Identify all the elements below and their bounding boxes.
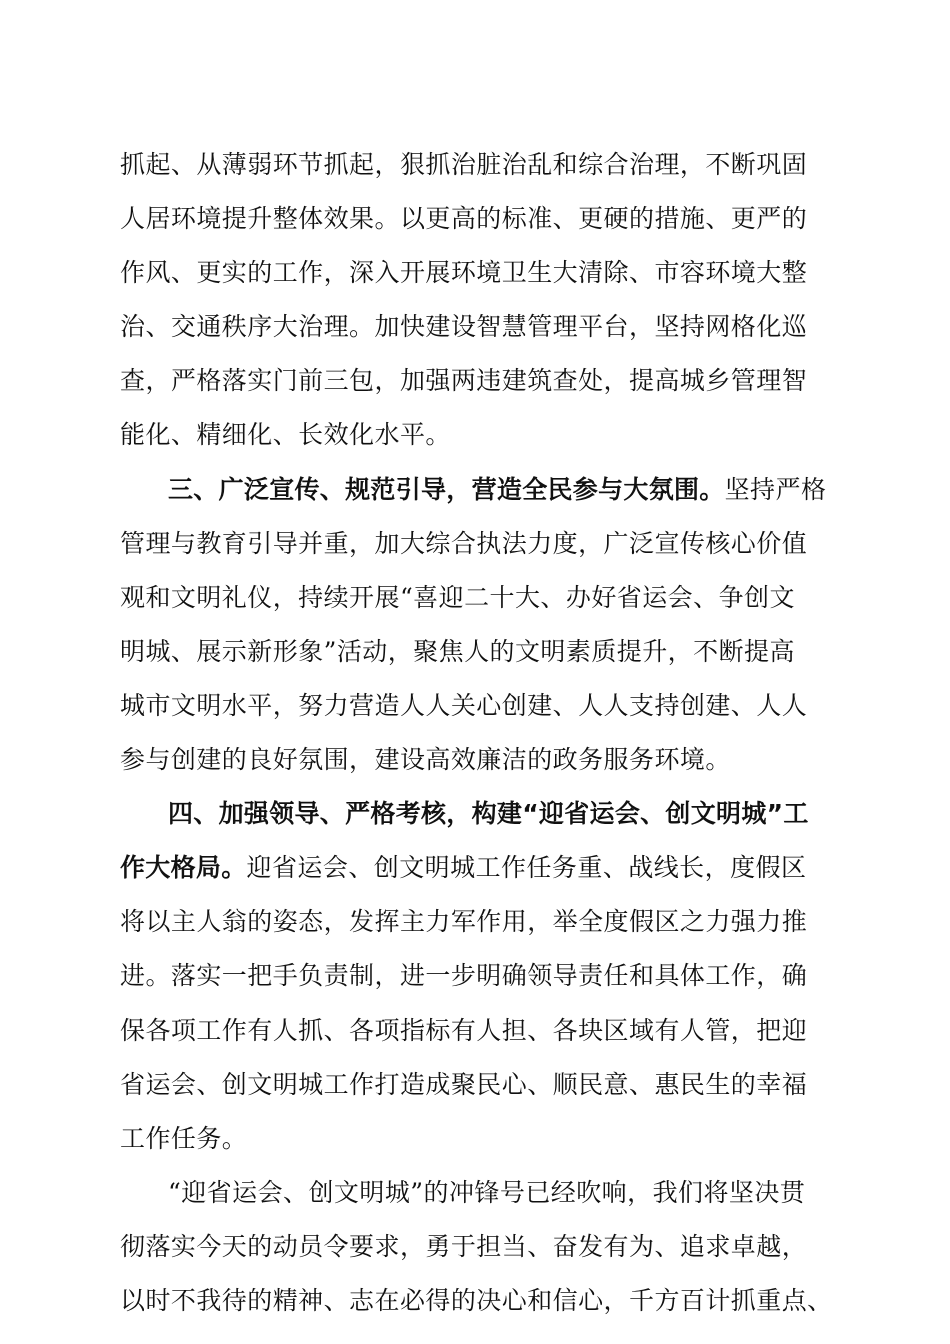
text-line [120,463,830,517]
text-line: “迎省运会、创文明城”的冲锋号已经吹响，我们将坚决贯 [168,1177,806,1207]
text-line [120,841,830,895]
paragraph-2 [120,463,830,788]
text-line: 进。落实一把手负责制，进一步明确领导责任和具体工作，确 [120,961,808,991]
text-line: 保各项工作有人抓、各项指标有人担、各块区域有人管，把迎 [120,1015,808,1045]
text-line: 管理与教育引导并重，加大综合执法力度，广泛宣传核心价值 [120,528,808,558]
text-line: 彻落实今天的动员令要求，勇于担当、奋发有为、追求卓越， [120,1231,808,1261]
text-line: 参与创建的良好氛围，建设高效廉洁的政务服务环境。 [120,745,731,775]
text-line: 作风、更实的工作，深入开展环境卫生大清除、市容环境大整 [120,258,808,288]
text-line: 查，严格落实门前三包，加强两违建筑查处，提高城乡管理智 [120,366,808,396]
paragraph-3 [120,787,830,1166]
document-body [120,138,833,1328]
text-line: 明城、展示新形象”活动，聚焦人的文明素质提升，不断提高 [120,636,795,666]
text-line: 省运会、创文明城工作打造成聚民心、顺民意、惠民生的幸福 [120,1069,808,1099]
text-line: 治、交通秩序大治理。加快建设智慧管理平台，坚持网格化巡 [120,312,808,342]
section-heading-end: 作大格局。 [120,853,247,883]
text-line: 观和文明礼仪，持续开展“喜迎二十大、办好省运会、争创文 [120,582,795,612]
paragraph-1 [120,138,830,463]
text-line: 将以主人翁的姿态，发挥主力军作用，举全度假区之力强力推 [120,907,808,937]
text-line: 工作任务。 [120,1123,248,1153]
section-heading: 四、加强领导、严格考核，构建“迎省运会、创文明城”工 [168,799,809,829]
text-run: 坚持严格 [724,474,827,504]
text-line: 能化、精细化、长效化水平。 [120,420,451,450]
text-line: 人居环境提升整体效果。以更高的标准、更硬的措施、更严的 [120,204,808,234]
text-line: 城市文明水平，努力营造人人关心创建、人人支持创建、人人 [120,690,808,720]
text-line: 抓起、从薄弱环节抓起，狠抓治脏治乱和综合治理，不断巩固 [120,150,808,179]
paragraph-4 [120,1166,833,1328]
text-line: 以时不我待的精神、志在必得的决心和信心，千方百计抓重点、 [120,1285,833,1315]
section-heading: 三、广泛宣传、规范引导，营造全民参与大氛围。 [168,474,725,504]
text-run: 迎省运会、创文明城工作任务重、战线长，度假区 [246,853,807,883]
